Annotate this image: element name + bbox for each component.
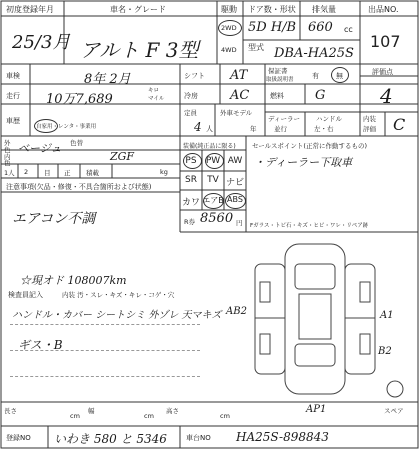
capacity-label: 定員	[184, 109, 197, 117]
height-label: 高さ	[166, 407, 179, 415]
sales-point-label: セールスポイント(正常に作動するもの)	[252, 142, 367, 150]
recycle-unit: 円	[236, 219, 243, 227]
windshield-caption: Fガラス・トビ石・キズ・ヒビ・ワレ・リペア跡	[250, 223, 369, 229]
drive-2wd: 2WD	[221, 24, 237, 32]
score-value: 4	[380, 84, 393, 108]
load-unit: kg	[160, 168, 168, 176]
equipment-sr: SR	[185, 175, 197, 185]
equipment-pw: PW	[205, 156, 221, 166]
drive-2wd-circle	[218, 20, 242, 36]
damage-mark-a1: A1	[380, 310, 394, 321]
import-model-label: 外車モデル	[220, 109, 253, 117]
displacement-value: 660	[308, 20, 333, 35]
color-value: ベージュ	[18, 142, 62, 155]
shift-value: AT	[230, 68, 248, 83]
warranty-no-circle	[331, 67, 349, 83]
capacity-value: 4	[194, 120, 202, 134]
warranty-label: 保証書	[268, 67, 288, 75]
first-registration-label: 初度登録年月	[6, 5, 54, 14]
door-shape-value: 5D H/B	[248, 20, 297, 35]
history-selected-circle	[34, 119, 58, 133]
displacement-label: 排気量	[312, 5, 336, 14]
equipment-airbag-circle	[203, 193, 224, 209]
car-name-value: アルト F 3型	[80, 38, 199, 62]
history-label: 車歴	[6, 117, 20, 125]
warranty-no: 無	[336, 72, 343, 80]
equipment-abs-circle	[225, 193, 246, 209]
mileage-label: 走行	[6, 92, 20, 100]
warranty-yes: 有	[312, 72, 319, 80]
recycle-label: R券	[184, 218, 196, 226]
equipment-tv: TV	[207, 175, 219, 185]
name-grade-label: 車名・グレード	[110, 5, 166, 14]
door-shape-label: ドア数・形状	[248, 5, 296, 14]
handle-label: ハンドル	[316, 115, 342, 123]
drive-label: 駆動	[221, 5, 237, 14]
equipment-pw-circle	[205, 153, 224, 169]
history-options: 自家用・レンタ・事業用	[36, 124, 97, 130]
sales-point-value: ・ディーラー下取車	[254, 156, 353, 169]
interior-sub-label: 評価	[363, 125, 376, 133]
dealer-label: ディーラー	[268, 115, 300, 123]
interior-color-sub: 色	[4, 159, 11, 167]
chassis-number-label: 車台NO	[186, 434, 211, 442]
color-number-value: ZGF	[110, 150, 135, 163]
height-unit: cm	[220, 412, 230, 420]
odometer-note: ☆現オド 108007km	[20, 274, 127, 287]
equipment-ps-circle	[183, 153, 202, 169]
color-change-label: 色替	[70, 139, 83, 147]
lot-number-label: 出品NO.	[368, 5, 399, 14]
first-registration-value: 25/3月	[12, 32, 71, 53]
capacity-unit: 人	[206, 125, 213, 133]
notes-line-1: エアコン不調	[12, 211, 96, 227]
recycle-value: 8560	[200, 211, 234, 226]
aircon-label: 冷房	[184, 92, 198, 100]
length-unit: cm	[70, 412, 80, 420]
score-label: 評価点	[372, 68, 393, 76]
mileage-value: 10万7,689	[46, 92, 113, 107]
interior-score-value: C	[393, 115, 406, 134]
shaken-label: 車検	[6, 72, 20, 80]
km-unit: キロ	[148, 88, 160, 94]
load-item-0: 1人	[4, 169, 15, 177]
exterior-color-sub: 色	[4, 146, 11, 154]
length-label: 長さ	[4, 407, 17, 415]
interior-color-label: 内	[4, 153, 11, 161]
damage-mark-ab2: AB2	[226, 306, 247, 317]
equipment-navi: ナビ	[225, 178, 244, 188]
import-year-label: 年	[250, 125, 257, 133]
notes-label: 注意事項(欠品・修復・不具合箇所および状態)	[6, 183, 152, 191]
drive-4wd: 4WD	[221, 46, 237, 54]
exterior-color-label: 外	[4, 139, 11, 147]
load-item-4: 積載	[86, 169, 99, 177]
chassis-number-value: HA25S-898843	[236, 430, 329, 444]
reg-number-label: 登録NO	[6, 434, 31, 442]
model-label: 型式	[248, 43, 264, 52]
aircon-value: AC	[230, 88, 250, 103]
interior-label: 内装	[363, 115, 376, 123]
load-item-1: 2	[24, 168, 29, 176]
notes-dotline-3	[10, 376, 200, 377]
load-item-3: 正	[64, 169, 71, 177]
notes-dotline-1	[10, 324, 200, 325]
equipment-ps: PS	[185, 156, 197, 166]
width-unit: cm	[144, 412, 154, 420]
width-label: 幅	[88, 407, 95, 415]
notes-line-2: ハンドル・カバー シートシミ 外ゾレ 天マキズ	[12, 310, 222, 321]
lot-number-value: 107	[370, 32, 401, 51]
reg-number-value: いわき 580 と 5346	[54, 432, 167, 446]
equipment-abs: ABS	[227, 195, 243, 204]
shaken-value: 8年 2月	[84, 72, 131, 87]
fuel-value: G	[315, 88, 326, 103]
equipment-airbag: エアB	[202, 196, 224, 205]
equipment-aw: AW	[227, 156, 243, 166]
damage-mark-b2: B2	[378, 346, 392, 357]
fuel-label: 燃料	[270, 92, 284, 100]
cc-unit: cc	[344, 25, 353, 34]
damage-mark-ap1: AP1	[306, 404, 327, 415]
equipment-label: 装備(純正品に限る)	[183, 143, 236, 150]
shift-label: シフト	[184, 72, 205, 80]
mile-unit: マイル	[148, 96, 165, 102]
equipment-leather: カワ	[181, 198, 200, 208]
inspector-items: 内装 汚・スレ・キズ・キレ・コゲ・穴	[62, 291, 175, 299]
notes-line-3: ギス・B	[18, 338, 63, 352]
warranty-sub-label: 取扱説明書	[266, 77, 294, 83]
inspector-label: 検査員記入	[8, 291, 43, 299]
load-item-2: 目	[44, 169, 51, 177]
model-value: DBA-HA25S	[274, 46, 354, 61]
handle-value: 左・右	[314, 125, 334, 133]
dealer-sub-label: 並行	[274, 125, 287, 133]
spare-tire-label: スペア	[384, 407, 404, 415]
